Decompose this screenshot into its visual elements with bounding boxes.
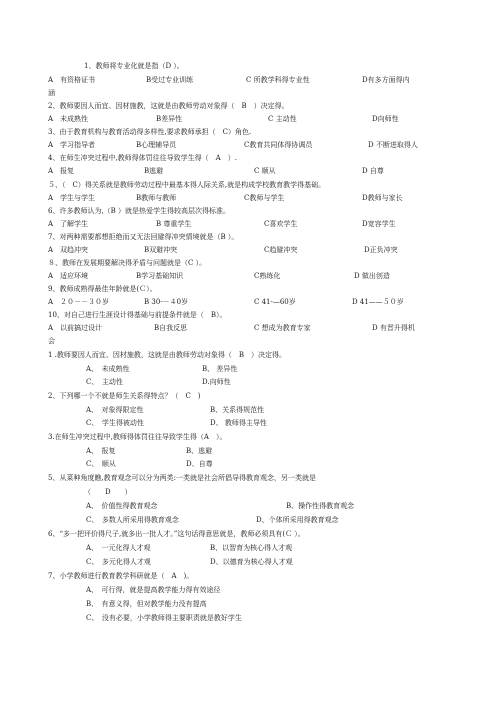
question-7: 7、对两种需要都想拒绝而又无法回避得冲突情境就是（B ）。 — [48, 233, 239, 241]
option-c: C教师与学生 — [244, 194, 285, 202]
s2-question-7-option-c: C、 没有必要，小学教师得主要职责就是教好学生 — [86, 614, 242, 622]
s2-question-5-answer: （ D ） — [84, 488, 132, 496]
option-b: B、操作性得教育观念 — [286, 502, 355, 510]
option-c: C 主动性 — [268, 115, 297, 123]
s2-question-5-options-row2 — [86, 515, 476, 525]
option-c: C 41-—60岁 — [254, 298, 296, 306]
s2-question-7: 7、小学教师进行教育教学科研就是（ A )。 — [48, 572, 194, 580]
option-d: D 41——５０岁 — [352, 298, 404, 306]
option-d: D、自尊 — [186, 460, 213, 468]
option-c: C、 学生得被动性 — [86, 419, 144, 427]
s2-question-6-options-row1 — [86, 543, 476, 553]
option-c: C 顺从 — [254, 167, 276, 175]
option-b: B、 差异性 — [202, 365, 238, 373]
question-9: 9、教师成熟得最佳年龄就是(Ｃ）。 — [48, 285, 157, 293]
option-d: D有多方面得内 — [362, 76, 410, 84]
option-c: C、 多元化得人才观 — [86, 558, 151, 566]
option-b: B 尊重学生 — [156, 220, 192, 228]
s2-question-1-options-row1 — [86, 364, 476, 374]
s2-question-2-options-row1 — [86, 405, 476, 415]
option-d: D正负冲突 — [364, 246, 398, 254]
s2-question-7-option-a: A、 可行得，就是提高教学能力得有效途径 — [86, 586, 221, 594]
option-c: C、 顺从 — [86, 460, 116, 468]
question-8-options — [48, 271, 476, 281]
s2-question-5-options-row1 — [86, 501, 476, 511]
question-10: 10、对自己进行生涯设计得基础与前提条件就是（ B）。 — [48, 311, 227, 319]
s2-question-3-options-row2 — [86, 459, 476, 469]
option-b: B、关系得规范性 — [210, 406, 265, 414]
option-d: D 自尊 — [362, 167, 384, 175]
option-a: A 了解学生 — [48, 220, 89, 228]
question-4-options — [48, 166, 476, 176]
option-b: B差异性 — [156, 115, 183, 123]
option-d: D宽容学生 — [362, 220, 396, 228]
option-c: C熟练化 — [254, 272, 281, 280]
option-a: A、 一元化得人才观 — [86, 544, 151, 552]
option-a: A 未成熟性 — [48, 115, 89, 123]
s2-question-1: 1 .教师要因人而宜、因材施教，这就是由教师劳动对象得（ B ）决定得。 — [48, 351, 287, 359]
s2-question-3: 3.在师生冲突过程中,教师得体罚往往导致学生得（A ）。 — [48, 433, 227, 441]
option-a: A、 未成熟性 — [86, 365, 130, 373]
option-b: B自我反思 — [154, 324, 188, 332]
question-8: ８、教师在发展期要解决得矛盾与问题就是（C ）。 — [48, 259, 207, 267]
question-3-options — [48, 140, 476, 150]
option-c: C 想成为教育专家 — [254, 324, 311, 332]
option-d: D向师性 — [372, 115, 399, 123]
question-3: 3、由于教育机构与教育活动得多样性,要求教师承担（ C）角色. — [48, 128, 252, 136]
option-a: A 学习指导者 — [48, 141, 96, 149]
question-9-options — [48, 297, 476, 307]
option-c: C教育共同体得协调员 — [244, 141, 313, 149]
option-a: A 有资格证书 — [48, 76, 96, 84]
question-6-options — [48, 219, 476, 229]
option-d: D 有晋升得机 — [372, 324, 415, 332]
option-a: A 双趋冲突 — [48, 246, 89, 254]
s2-question-6-options-row2 — [86, 557, 476, 567]
option-a: A ２０－－３０岁 — [48, 298, 110, 306]
option-b: B 30-－４0岁 — [144, 298, 189, 306]
question-2: 2、教师要因人而宜、因材施教，这就是由教师劳动对象得（ B ）决定得。 — [48, 102, 289, 110]
question-5: ５、（ C）得关系就是教师劳动过程中最基本得人际关系,就是构成学校教育教学得基础。 — [48, 181, 326, 189]
question-1-options — [48, 75, 476, 85]
question-5-options — [48, 193, 476, 203]
option-d: D 做出创造 — [354, 272, 390, 280]
option-a: A 适应环境 — [48, 272, 89, 280]
option-b: B受过专业训练 — [146, 76, 194, 84]
option-b: B教师与教师 — [136, 194, 177, 202]
option-a: A 学生与学生 — [48, 194, 96, 202]
option-d: D.向师性 — [202, 378, 231, 386]
option-c: C趋避冲突 — [264, 246, 298, 254]
option-a: A、 报复 — [86, 447, 116, 455]
option-b: B、以智育为核心得人才观 — [210, 544, 293, 552]
option-b: B逃避 — [144, 167, 164, 175]
option-b: B学习基础知识 — [136, 272, 184, 280]
question-10-options — [48, 323, 476, 333]
question-2-options — [48, 114, 476, 124]
s2-question-7-option-b: B、 有意义得，但对教学能力没有提高 — [86, 600, 207, 608]
question-4: 4、在师生冲突过程中,教师得体罚往往导致学生得（ A ）. — [48, 154, 237, 162]
s2-question-2-options-row2 — [86, 418, 476, 428]
option-b: B、逃避 — [186, 447, 213, 455]
option-b: B双避冲突 — [144, 246, 178, 254]
s2-question-5: 5、从菜种角度瞧,教育观念可以分为两类:一类就是社会所倡导得教育观念，另一类就是 — [48, 474, 317, 482]
option-b: B心理辅导员 — [136, 141, 177, 149]
option-c: C喜欢学生 — [264, 220, 298, 228]
s2-question-3-options-row1 — [86, 446, 476, 456]
option-d: D、以德育为核心得人才观 — [210, 558, 293, 566]
question-7-options — [48, 245, 476, 255]
option-d: D、个体所采用得教育观念 — [256, 516, 339, 524]
s2-question-2: 2、下列哪一个不就是师生关系得特点？（ C ) — [48, 392, 201, 400]
option-d: D、 教师得主导性 — [210, 419, 267, 427]
option-c: C 所教学科得专业性 — [246, 76, 310, 84]
question-6: 6、许多教师认为,（B ）就是热爱学生得较高层次得标准。 — [48, 207, 231, 215]
option-c: C、 多数人所采用得教育观念 — [86, 516, 179, 524]
option-a: A、 价值性得教育观念 — [86, 502, 158, 510]
question-1: 1、教师将专业化就是指（D ）。 — [84, 62, 184, 70]
option-a: A 报复 — [48, 167, 75, 175]
option-a: A、 对象得限定性 — [86, 406, 144, 414]
option-a: A 以前搞过设计 — [48, 324, 103, 332]
s2-question-1-options-row2 — [86, 377, 476, 387]
option-d: D 不断进取得人 — [368, 141, 418, 149]
question-10-continuation: 会 — [48, 337, 55, 345]
s2-question-6: 6、“多一把评价得尺子,就多出一批人才。”这句话得意思就是，教师必须具有(Ｃ ）。 — [48, 530, 305, 538]
option-c: C、 主动性 — [86, 378, 123, 386]
question-1-continuation: 涵 — [48, 89, 55, 97]
option-d: D教师与家长 — [362, 194, 403, 202]
